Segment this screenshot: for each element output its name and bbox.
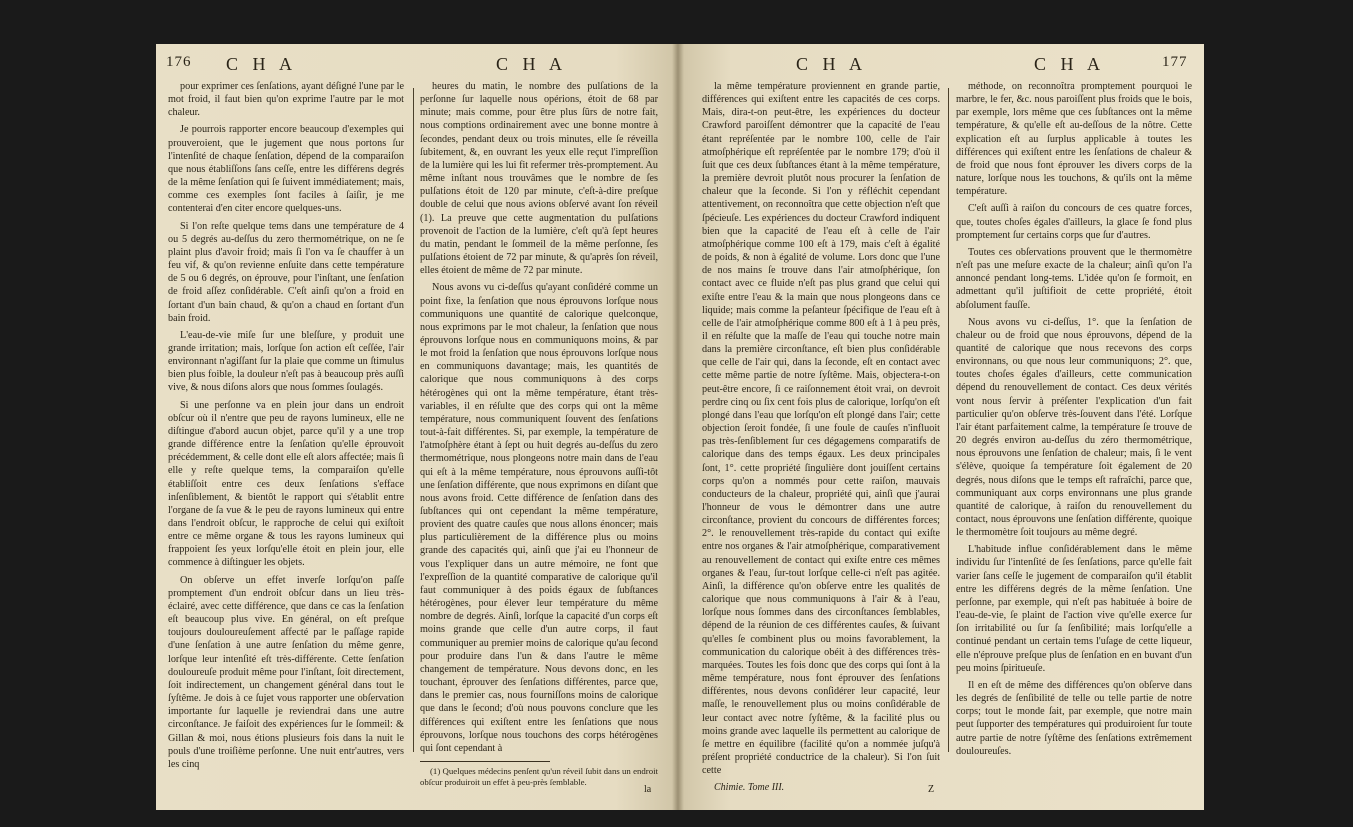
catchword: la [644, 784, 652, 795]
right-column-1 [702, 80, 940, 794]
left-running-head-b: C H A [496, 54, 568, 74]
paragraph: Nous avons vu ci-deſſus qu'ayant conſidéré comme un point fixe, la ſenſation que nous éprouvons lorſque nous communiquons une quantité de calorique quelconque, nous exprimons par le mot chaleur, la ſenſation que nous éprouvons lorſque nous en communiquons moins, & par le mot froid la ſenſation que nous éprouvons lorſque nous en communiquons davantage; mais, les quantités de calorique que nous communiquons à des corps hétérogènes qui ont la même température, étant très-variables, il en réſulte que des corps qui ont la même température, nous communiquent ſouvent des ſenſations tout-à-fait différentes. Si, par exemple, la température de l'atmoſphère étant à ſept ou huit degrés au-deſſus du zero thermométrique, nous plongeons notre main dans de l'eau qui eſt à la même température, nous éprouvons auſſi-tôt une ſenſation différente, que nous exprimons en diſant que nous avons froid. Cette différence de ſenſation dans des ſubſtances qui ont cependant la même température, provient des quatre cauſes que nous allons énoncer; mais plus particulièrement de la différence plus ou moins grande des capacités qui, ainſi que j'ai eu l'honneur de vous l'expliquer dans un autre mémoire, ne font que l'expreſſion de la quantité comparative de calorique qu'il faut communiquer à des poids égaux de ſubſtances hétérogènes, pour élever leur température du même nombre de degrés. Ainſi, lorſque la capacité d'un corps eſt moins grande que celle d'un autre corps, il faut communiquer au premier moins de calorique qu'au ſecond pour produire dans l'un & dans l'autre le même changement de température. Nous devons donc, en les touchant, éprouver des ſenſations différentes, parce que, dans le premier cas, nous fourniſſons moins de calorique que dans le ſecond; d'où nous pouvons conclure que les différences qui exiſtent entre les ſenſations que nous éprouvons, lorſque nous touchons des corps hétérogènes qui ſont cependant à [420, 282, 658, 754]
right-running-head-b: C H A [1034, 54, 1106, 74]
left-running-head-a: C H A [226, 54, 298, 74]
paragraph: Il en eſt de même des différences qu'on obſerve dans les degrés de ſenſibilité de telle ou telle partie de notre corps; tout le monde ſait, par exemple, que notre main peut ſupporter des températures qui produiroient ſur toute autre partie de notre ſyſtême des ſenſations extrêmement douloureuſes. [956, 679, 1192, 757]
paragraph: L'habitude influe conſidérablement dans le même individu ſur l'intenſité de ſes ſenſations, parce qu'elle fait varier ſans ceſſe le jugement de comparaiſon qu'il établit entre les différens degrés de la même ſenſation. Une perſonne, par exemple, qui n'eſt pas habituée à boire de l'eau-de-vie, ſe plaint de l'action vive qu'elle exerce ſur ſon irritabilité ou ſur ſa ſenſibilité; mais lorſqu'elle a continué pendant un certain tems l'uſage de cette liqueur, elle n'éprouve preſque plus de ſenſation en en buvant d'un peu moins ſpiritueuſe. [956, 544, 1192, 674]
paragraph: C'eſt auſſi à raiſon du concours de ces quatre forces, que, toutes choſes égales d'ailleurs, la glace ſe fond plus promptement ſur certains corps que ſur d'autres. [956, 203, 1192, 241]
left-column-1 [168, 80, 404, 775]
right-column-2 [956, 80, 1192, 762]
paragraph: Nous avons vu ci-deſſus, 1°. que la ſenſation de chaleur ou de froid que nous éprouvons, dépend de la quantité de calorique que nous recevons des corps environnans, ou que nous leur communiquons; 2°. que, toutes choſes égales d'ailleurs, cette communication dépend du renouvellement de contact. Ces deux vérités vont nous ſervir à préſenter l'explication d'un fait particulier qu'on obſerve très-ſouvent dans l'été. Lorſque l'air étant parfaitement calme, la température ſe trouve de 20 degrés environ au-deſſus du zéro thermométrique, nous éprouvons une ſenſation de chaleur; mais, ſi le vent s'élève, quoique ſa température ſoit également de 20 degrés, nous diſons que le temps eſt rafraîchi, parce que, communiquant aux corps environnans une plus grande quantité de calorique, à raiſon du renouvellement du contact, nous éprouvons une ſenſation différente, quoique le thermomètre ſoit toujours au même degré. [956, 316, 1192, 539]
column-divider [413, 88, 414, 752]
right-running-head-a: C H A [796, 54, 868, 74]
paragraph: la même température proviennent en grande partie, différences qui exiſtent entre les capacités de ces corps. Mais, dira-t-on peut-être, les expériences du docteur Crawford paroiſſent démontrer que la capacité de l'eau étant repréſentée par le nombre 100, celle de l'air atmoſphérique eſt repréſentée par le nombre 179; d'où il ſuit que ces deux ſubſtances étant à la même température, la première devroit plutôt nous procurer la ſenſation de chaleur que la ſeconde. Si l'on y réfléchit cependant attentivement, on reconnoîtra que cette objection n'eſt que ſpécieuſe. Les expériences du docteur Crawford indiquent bien que la capacité de l'eau eſt à celle de l'air atmoſphérique comme 100 eſt à 179, mais c'eſt à égalité de poids, & non à égalité de volume. Lors donc que l'une de nos mains ſe trouve dans l'air atmoſphérique, ſon contact avec ce fluide n'eſt pas plus grand que celui qui exiſte entre l'eau & la main que nous plongeons dans ce liquide; mais comme la peſanteur ſpécifique de l'eau eſt à celle de l'air atmoſphérique comme 800 eſt à 1 à peu près, il en réſulte que la maſſe de l'eau qui touche notre main dans la première circonſtance, eſt bien plus conſidérable que celle de l'air qui, dans la ſeconde, eſt en contact avec cette même partie de notre ſyſtême. Mais, objectera-t-on peut-être encore, ſi ce raiſonnement étoit vrai, on devroit perdre cinq ou ſix cent fois plus de calorique, lorſqu'on eſt plongé dans l'eau que lorſqu'on eſt plongé dans l'air; cette objection ſeroit fondée, ſi une foule de cauſes n'influoit pas très-ſenſiblement ſur ces dégagemens comparatifs de calorique dans des temps égaux. Les deux principales ſont, 1°. cette propriété ſingulière dont jouiſſent certains corps qu'on a nommés pour cette raiſon, mauvais conducteurs de la chaleur, propriété qui, ainſi que j'aurai l'honneur de vous le démontrer dans une autre circonſtance, provient du concours de différentes forces; 2°. le renouvellement très-rapide du contact qui exiſte entre nos organes & l'air atmoſphérique, comparativement au renouvellement de contact qui exiſte entre ces mêmes organes & l'eau, ſur-tout lorſque celle-ci n'eſt pas agitée. Ainſi, la différence qu'on obſerve entre les qualités de calorique que nous communiquons à l'air & à l'eau, lorſque nous ſommes dans des circonſtances ſemblables, dépend de la réunion de ces différentes cauſes, & ſuivant qu'elles ſe combinent plus ou moins favorablement, la communication du calorique obéit à des différences très-marquées. Toutes les fois donc que des corps qui ſont à la même température, nous font éprouver des ſenſations différentes, nous devons conſidérer leur capacité, leur maſſe, le renouvellement plus ou moins conſidérable de leur contact avec notre ſyſtême, & la facilité plus ou moins grande avec laquelle ils permettent au calorique de ſe mettre en équilibre (facilité qu'on a nommée juſqu'à préſent propriété conductrice de la chaleur). Si l'on ſuit cette [702, 81, 940, 777]
left-page-number: 176 [166, 54, 192, 70]
paragraph: On obſerve un effet inverſe lorſqu'on paſſe promptement d'un endroit obſcur dans un lieu très-éclairé, avec cette différence, que dans ce cas la ſenſation eſt beaucoup plus vive. En général, on eſt preſque toujours douloureuſement affecté par le paſſage rapide d'une ſenſation à une autre ſenſation du même genre, lorſque leur intenſité eſt très-différente. Cette ſenſation douloureuſe produit même pour l'inſtant, ſoit directement, ſoit indirectement, un changement général dans tout le ſyſtême. Je dois à ce ſujet vous rapporter une obſervation importante ſur laquelle je reviendrai dans une autre circonſtance. Je faiſoit des expériences ſur le ſommeil: & Gillan & moi, nous étions plusieurs fois dans la nuit le pouls d'une troiſième perſonne. Une nuit entr'autres, vers les cinq [168, 574, 404, 770]
book-gutter [672, 44, 684, 810]
column-divider [948, 88, 949, 752]
footnote-rule [420, 761, 550, 762]
paragraph: L'eau-de-vie miſe ſur une bleſſure, y produit une grande irritation; mais, lorſque ſon action eſt ceſſée, l'air environnant n'agiſſant ſur la plaie que comme un ſtimulus bien plus foible, la douleur n'eſt pas à beaucoup près auſſi vive, & nous diſons alors que nous ſommes ſoulagés. [168, 329, 404, 394]
right-page [678, 44, 1204, 810]
paragraph: Si l'on reſte quelque tems dans une température de 4 ou 5 degrés au-deſſus du zero thermométrique, on ne ſe plaint plus d'avoir froid; mais ſi l'on va ſe chauffer à un feu vif, & qu'on revienne enſuite dans cette température de 5 ou 6 degrés, on éprouve, pour l'inſtant, une ſenſation de froid aſſez conſidérable. C'eſt ainſi qu'on a froid en ſortant d'un bain chaud, & qu'on a chaud en ſortant d'un bain froid. [168, 220, 404, 324]
book-spread [156, 44, 1204, 810]
left-page-header [156, 48, 678, 82]
paragraph: heures du matin, le nombre des pulſations de la perſonne ſur laquelle nous opérions, étoit de 68 par minute; mais comme, pour être plus ſûrs de notre fait, nous comptions ordinairement avec une bonne montre à ſecondes, pendant deux ou trois minutes, elle ſe réveilla ſubitement, &, en ouvrant les yeux elle reçut l'impreſſion de la lumière qui les lui fit refermer très-promptement. Au même inſtant nous trouvâmes que le nombre de ſes pulſations étoit de 120 par minute, c'eſt-à-dire preſque double de celui que nous avions obſervé avant ſon réveil (1). La preuve que cette augmentation du pulſations provenoit de l'action de la lumière, c'eſt qu'à ſept heures du matin, pendant le ſommeil de la même perſonne, ſes pulſations étoient de 72 par minute, & qu'après ſon réveil, elles étoient de même de 72 par minute. [420, 81, 658, 277]
left-page [156, 44, 678, 810]
right-page-header [678, 48, 1204, 82]
paragraph: méthode, on reconnoîtra promptement pourquoi le marbre, le fer, &c. nous paroiſſent plus froids que le bois, par exemple, lors même que ces ſubſtances ont la même température, & qu'elle eſt au-deſſous de la nôtre. Cette explication eſt au ſurplus applicable à toutes les différences qui exiſtent entre les ſenſations de chaleur & de froid que nous font éprouver les divers corps de la nature, lorſque nous les touchons, & qu'ils ont la même température. [956, 81, 1192, 198]
paragraph: pour exprimer ces ſenſations, ayant déſigné l'une par le mot froid, il faut bien qu'on exprime l'autre par le mot chaleur. [168, 81, 404, 119]
signature-line: Chimie. Tome III. [714, 782, 785, 794]
signature-mark: Z [928, 784, 935, 795]
left-column-2 [420, 80, 658, 788]
paragraph: Si une perſonne va en plein jour dans un endroit obſcur où il n'entre que peu de rayons lumineux, elle ne diſtingue d'abord aucun objet, parce qu'il y a une trop grande différence entre la ſenſation qu'elle éprouvoit précédemment, & celle dont elle eſt alors affectée; mais ſi elle y reſte quelque tems, la comparaiſon qu'elle établiſſoit entre ces deux ſenſations s'efface inſenſiblement, & bientôt le rapport qui s'établit entre l'organe de ſa vue & le peu de rayons lumineux qui entre dans l'endroit obſcur, le rapproche de celui qui exiſtoit entre ce même organe & tous les rayons lumineux qui frappoient ſes yeux lorſqu'elle étoit en plein jour, elle commence à diſtinguer les objets. [168, 399, 404, 569]
paragraph: Toutes ces obſervations prouvent que le thermomètre n'eſt pas une meſure exacte de la chaleur; ainſi qu'on l'a annoncé pendant long-tems. L'idée qu'on ſe formoit, en admettant qu'il juſtifioit de cette propriété, étoit abſolument fauſſe. [956, 246, 1192, 311]
right-page-number: 177 [1162, 54, 1188, 70]
footnote: (1) Quelques médecins penſent qu'un réveil ſubit dans un endroit obſcur produiroit un effet à peu-près ſemblable. [420, 765, 658, 787]
paragraph: Je pourrois rapporter encore beaucoup d'exemples qui prouveroient, que le jugement que nous portons ſur l'intenſité de chaque ſenſation, dépend de la comparaiſon que nous établiſſons ſans ceſſe, entre les différens degrés de la même ſenſation qui ſe ſuivent immédiatement; mais, comme ces exemples ſont faciles à ſaiſir, je me contenterai d'en citer encore quelques-uns. [168, 124, 404, 215]
